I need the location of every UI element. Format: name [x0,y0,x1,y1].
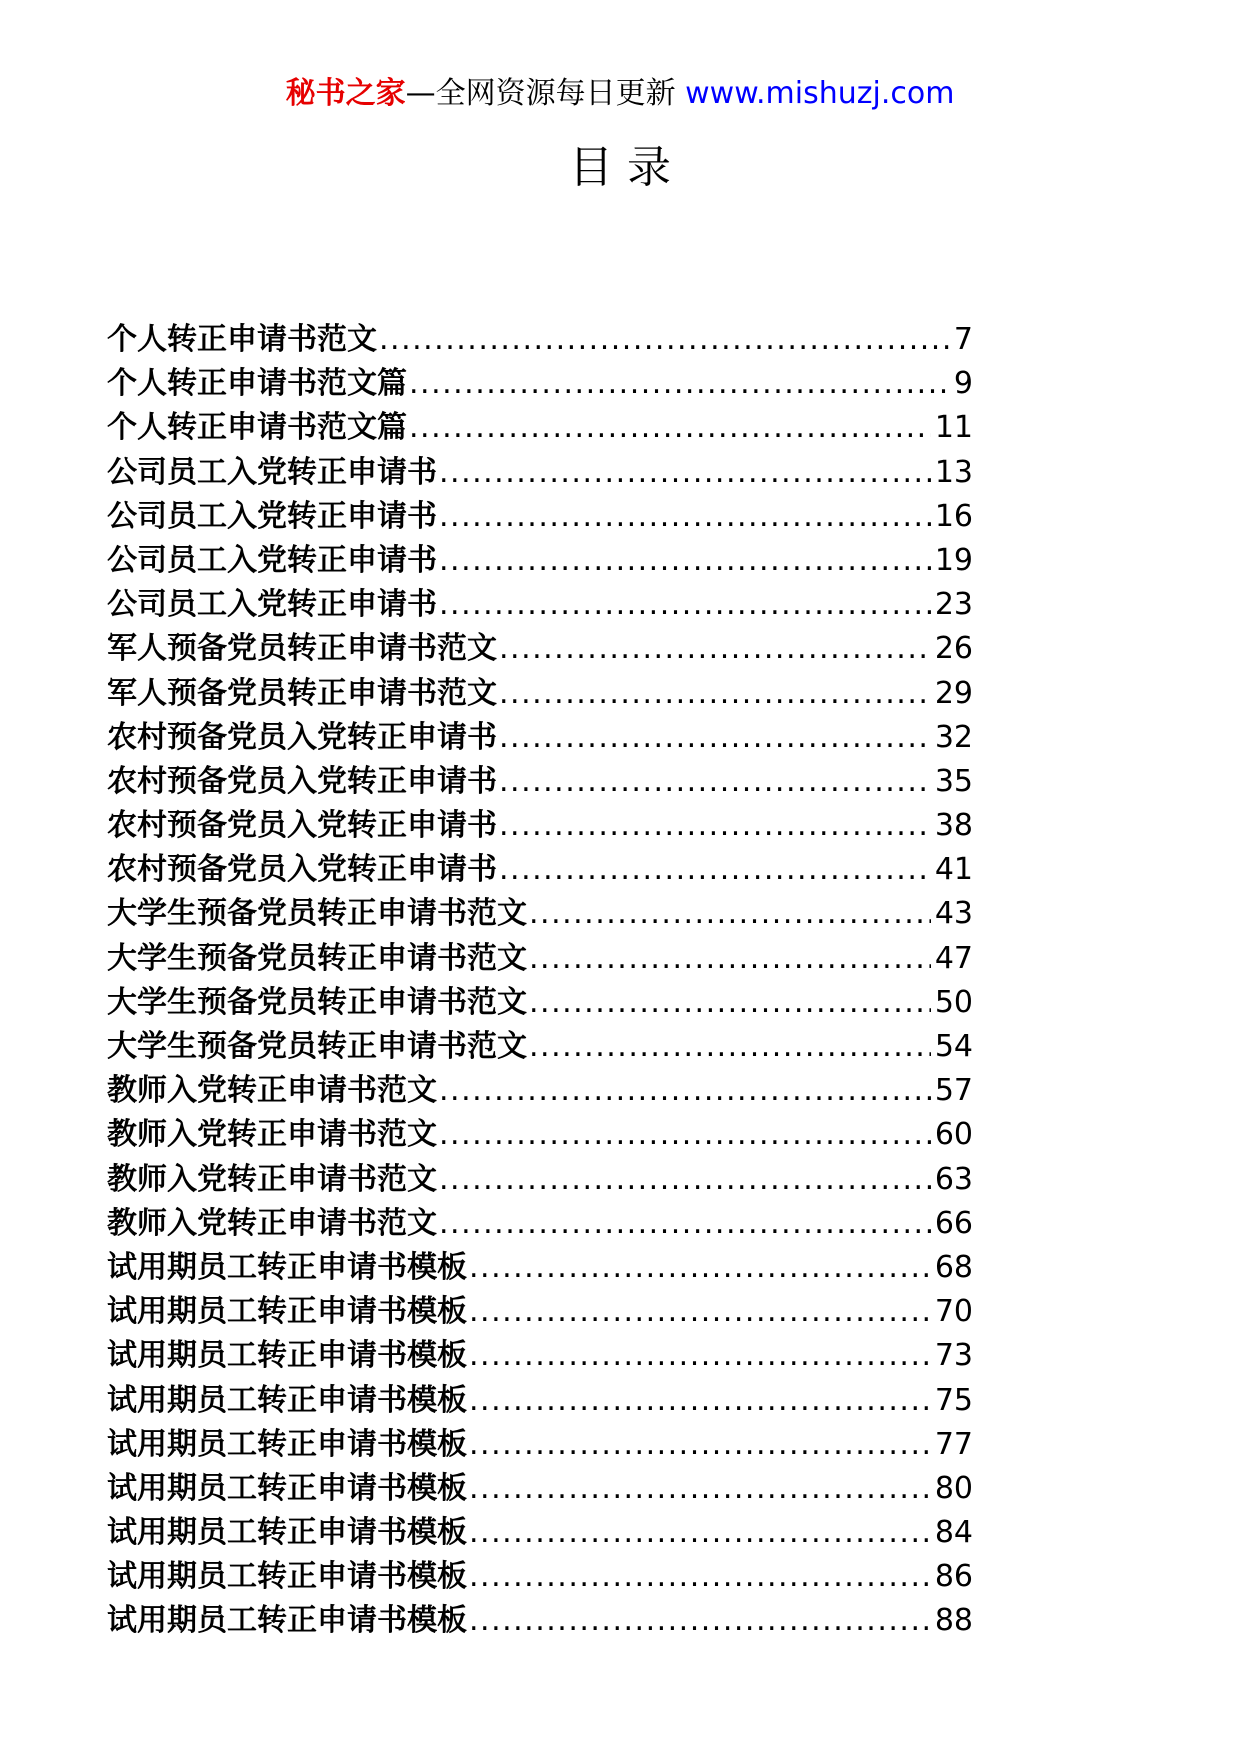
toc-entry-page-number: 29 [934,675,973,711]
toc-entry[interactable] [107,583,973,627]
toc-entry[interactable] [107,1290,973,1334]
toc-entry-title: 公司员工入党转正申请书 [107,498,437,534]
toc-entry-title: 个人转正申请书范文 [107,322,377,357]
toc-entry-page-number: 63 [934,1161,973,1197]
toc-entry-page-number: 35 [934,763,973,799]
toc-entry-title: 教师入党转正申请书范文 [107,1205,437,1241]
toc-entry-title: 试用期员工转正申请书模板 [107,1294,467,1330]
toc-entry-page-number: 68 [934,1249,973,1285]
toc-dot-leader [499,848,931,892]
toc-dot-leader [469,1423,931,1467]
toc-dot-leader [499,760,931,804]
toc-entry-page-number: 75 [934,1382,973,1418]
toc-entry-page-number: 9 [953,366,973,402]
toc-entry-page-number: 86 [934,1559,973,1595]
toc-entry-page-number: 13 [934,454,973,490]
toc-entry[interactable] [107,1379,973,1423]
toc-dot-leader [409,406,931,450]
toc-dot-leader [439,1069,931,1113]
toc-entry-page-number: 26 [934,631,973,667]
toc-entry-title: 教师入党转正申请书范文 [107,1161,437,1197]
page-title: 目 录 [569,142,671,193]
toc-dot-leader [439,495,931,539]
toc-dot-leader [469,1379,931,1423]
toc-entry[interactable] [107,627,973,671]
toc-dot-leader [529,981,931,1025]
toc-entry[interactable] [107,1202,973,1246]
toc-entry-title: 大学生预备党员转正申请书范文 [107,1029,527,1064]
toc-dot-leader [439,583,931,627]
toc-entry-page-number: 73 [934,1338,973,1374]
toc-entry-title: 农村预备党员入党转正申请书 [107,852,497,888]
toc-entry[interactable] [107,1467,973,1511]
toc-entry-page-number: 54 [934,1029,973,1064]
toc-entry-title: 军人预备党员转正申请书范文 [107,675,497,711]
toc-entry-title: 农村预备党员入党转正申请书 [107,719,497,755]
toc-dot-leader [469,1290,931,1334]
toc-entry-page-number: 66 [934,1205,973,1241]
toc-entry[interactable] [107,981,973,1025]
toc-entry-title: 公司员工入党转正申请书 [107,454,437,490]
toc-entry[interactable] [107,1158,973,1202]
toc-entry-title: 个人转正申请书范文篇 [107,410,407,446]
toc-entry-page-number: 60 [934,1117,973,1153]
table-of-contents [107,318,973,1644]
toc-entry-title: 教师入党转正申请书范文 [107,1117,437,1153]
toc-entry[interactable] [107,318,973,362]
toc-dot-leader [469,1334,931,1378]
toc-entry[interactable] [107,1246,973,1290]
toc-entry-title: 农村预备党员入党转正申请书 [107,808,497,844]
toc-dot-leader [499,804,931,848]
toc-entry-title: 大学生预备党员转正申请书范文 [107,940,527,976]
brand-name: 秘书之家 [285,76,406,111]
toc-entry-title: 大学生预备党员转正申请书范文 [107,896,527,932]
toc-entry-page-number: 11 [934,410,973,446]
toc-dot-leader [469,1511,931,1555]
toc-entry[interactable] [107,716,973,760]
toc-dot-leader [499,627,931,671]
toc-entry-page-number: 23 [934,587,973,623]
toc-entry[interactable] [107,406,973,450]
site-url-link[interactable]: www.mishuzj.com [685,76,955,111]
toc-entry[interactable] [107,1511,973,1555]
toc-dot-leader [469,1555,931,1599]
toc-entry[interactable] [107,451,973,495]
toc-entry-page-number: 77 [934,1426,973,1462]
toc-entry-title: 试用期员工转正申请书模板 [107,1426,467,1462]
toc-dot-leader [439,1202,931,1246]
site-header [0,74,1240,114]
toc-entry[interactable] [107,1113,973,1157]
toc-entry[interactable] [107,672,973,716]
toc-entry[interactable] [107,362,973,406]
toc-entry-page-number: 43 [934,896,973,932]
toc-entry-page-number: 50 [934,984,973,1020]
toc-entry[interactable] [107,892,973,936]
toc-dot-leader [499,672,931,716]
toc-entry-page-number: 88 [934,1603,973,1639]
toc-entry[interactable] [107,1423,973,1467]
toc-entry-title: 试用期员工转正申请书模板 [107,1249,467,1285]
toc-dot-leader [439,539,931,583]
toc-entry-page-number: 84 [934,1515,973,1551]
toc-entry[interactable] [107,495,973,539]
toc-entry-title: 试用期员工转正申请书模板 [107,1382,467,1418]
toc-dot-leader [439,1158,931,1202]
toc-entry-title: 公司员工入党转正申请书 [107,542,437,578]
toc-entry[interactable] [107,1599,973,1643]
toc-entry[interactable] [107,848,973,892]
toc-entry-title: 军人预备党员转正申请书范文 [107,631,497,667]
toc-entry[interactable] [107,1069,973,1113]
toc-entry[interactable] [107,804,973,848]
toc-entry-page-number: 38 [934,808,973,844]
toc-entry-page-number: 41 [934,852,973,888]
toc-entry-page-number: 7 [953,322,973,357]
toc-dot-leader [469,1246,931,1290]
slogan: —全网资源每日更新 [405,76,676,111]
toc-dot-leader [469,1599,931,1643]
toc-dot-leader [409,362,950,406]
toc-dot-leader [439,1113,931,1157]
toc-entry-title: 试用期员工转正申请书模板 [107,1603,467,1639]
toc-entry-title: 公司员工入党转正申请书 [107,587,437,623]
toc-entry-page-number: 70 [934,1294,973,1330]
toc-dot-leader [379,318,950,362]
toc-entry-page-number: 80 [934,1470,973,1506]
toc-entry[interactable] [107,539,973,583]
toc-entry-page-number: 16 [934,498,973,534]
toc-dot-leader [469,1467,931,1511]
toc-entry[interactable] [107,1025,973,1069]
toc-entry-page-number: 57 [934,1073,973,1109]
toc-entry-page-number: 47 [934,940,973,976]
toc-entry[interactable] [107,937,973,981]
toc-entry-title: 个人转正申请书范文篇 [107,366,407,402]
toc-dot-leader [499,716,931,760]
toc-entry-title: 试用期员工转正申请书模板 [107,1515,467,1551]
toc-entry[interactable] [107,1555,973,1599]
toc-entry-title: 试用期员工转正申请书模板 [107,1470,467,1506]
toc-entry-title: 试用期员工转正申请书模板 [107,1338,467,1374]
toc-dot-leader [529,937,931,981]
toc-dot-leader [529,1025,931,1069]
toc-entry-title: 试用期员工转正申请书模板 [107,1559,467,1595]
toc-entry[interactable] [107,1334,973,1378]
toc-dot-leader [439,451,931,495]
toc-entry-title: 大学生预备党员转正申请书范文 [107,984,527,1020]
toc-entry-title: 教师入党转正申请书范文 [107,1073,437,1109]
toc-entry-page-number: 19 [934,542,973,578]
toc-dot-leader [529,892,931,936]
toc-entry-page-number: 32 [934,719,973,755]
toc-entry-title: 农村预备党员入党转正申请书 [107,763,497,799]
toc-entry[interactable] [107,760,973,804]
